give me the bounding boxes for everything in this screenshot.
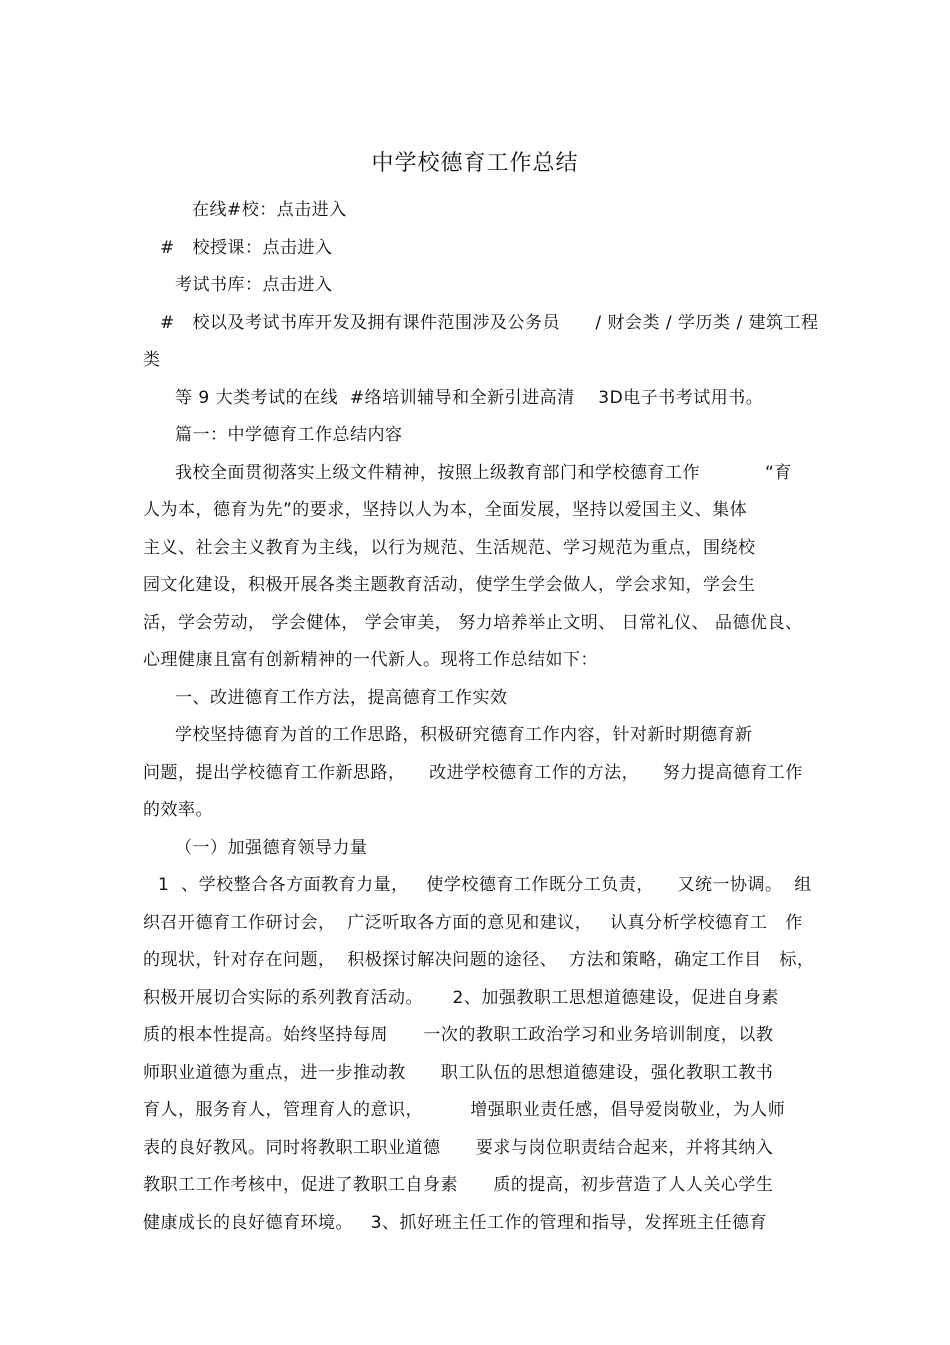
text-line: 等 9 大类考试的在线 #络培训辅导和全新引进高清 3D电子书考试用书。 [175,388,764,408]
subsection-heading: （一）加强德育领导力量 [175,838,368,858]
text-line: 表的良好教风。同时将教职工职业道德 要求与岗位职责结合起来，并将其纳入 [143,1138,774,1158]
text-line: 问题，提出学校德育工作新思路， 改进学校德育工作的方法， 努力提高德育工作 [143,763,803,783]
text-line: 1 、学校整合各方面教育力量， 使学校德育工作既分工负责， 又统一协调。 组 [158,875,812,895]
text-line: 园文化建设，积极开展各类主题教育活动，使学生学会做人，学会求知，学会生 [143,575,756,595]
text-line: 学校坚持德育为首的工作思路，积极研究德育工作内容，针对新时期德育新 [175,725,753,745]
text-line: 师职业道德为重点，进一步推动教 职工队伍的思想道德建设，强化教职工教书 [143,1063,774,1083]
text-line: 健康成长的良好德育环境。 3、抓好班主任工作的管理和指导，发挥班主任德育 [143,1213,768,1233]
text-line: 育人，服务育人，管理育人的意识， 增强职业责任感，倡导爱岗敬业，为人师 [143,1100,786,1120]
text-line: 的效率。 [143,800,213,820]
text-line: 活，学会劳动， 学会健体， 学会审美， 努力培养举止文明、 日常礼仪、 品德优良、 [143,613,803,633]
text-line: 织召开德育工作研讨会， 广泛听取各方面的意见和建议， 认真分析学校德育工 作 [143,913,803,933]
document-title: 中学校德育工作总结 [371,151,579,176]
text-line: 人为本，德育为先”的要求，坚持以人为本，全面发展，坚持以爱国主义、集体 [143,500,748,520]
text-line: 在线#校：点击进入 [192,200,347,220]
text-line: 的现状，针对存在问题， 积极探讨解决问题的途径、 方法和策略，确定工作目 标， [143,950,815,970]
text-line: 考试书库：点击进入 [175,275,333,295]
text-line: # 校授课：点击进入 [160,238,333,258]
text-line: 心理健康且富有创新精神的一代新人。现将工作总结如下： [143,650,598,670]
text-line: 积极开展切合实际的系列教育活动。 2、加强教职工思想道德建设，促进自身素 [143,988,779,1008]
text-line: 主义、社会主义教育为主线，以行为规范、生活规范、学习规范为重点，围绕校 [143,538,756,558]
text-line: 质的根本性提高。始终坚持每周 一次的教职工政治学习和业务培训制度，以教 [143,1025,774,1045]
section-heading: 一、改进德育工作方法，提高德育工作实效 [175,688,508,708]
text-line: 教职工工作考核中，促进了教职工自身素 质的提高，初步营造了人人关心学生 [143,1175,774,1195]
text-line: 我校全面贯彻落实上级文件精神，按照上级教育部门和学校德育工作 “育 [175,463,792,483]
section-heading: 篇一：中学德育工作总结内容 [175,425,403,445]
text-line: 类 [143,350,161,370]
text-line: # 校以及考试书库开发及拥有课件范围涉及公务员 / 财会类 / 学历类 / 建筑工程 [160,313,819,333]
